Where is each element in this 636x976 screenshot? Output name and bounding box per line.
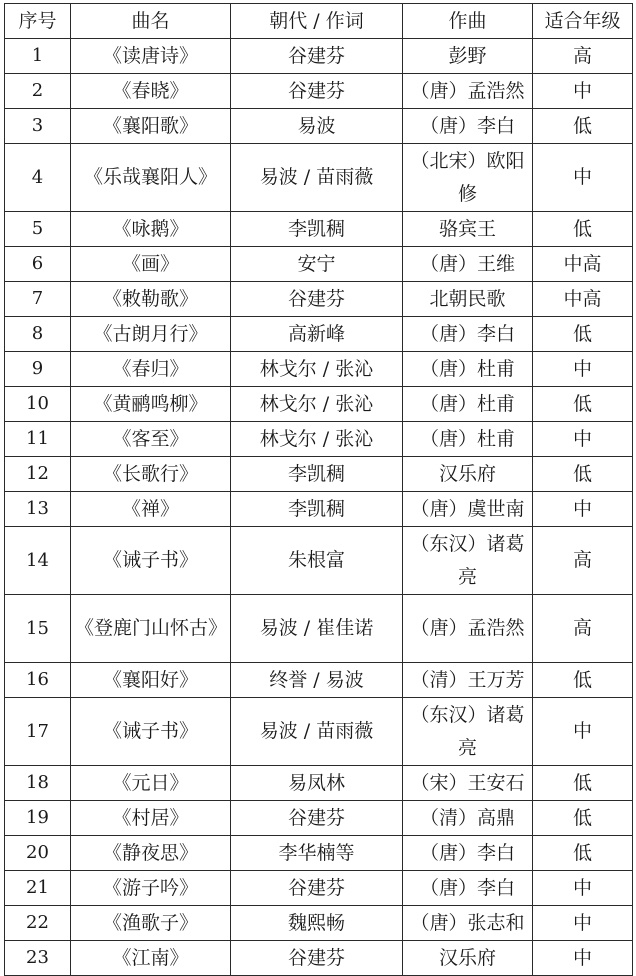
cell-no: 3 bbox=[5, 109, 71, 144]
header-cell-no: 序号 bbox=[5, 4, 71, 39]
cell-title: 《乐哉襄阳人》 bbox=[71, 144, 231, 212]
cell-lyricist: 谷建芬 bbox=[231, 941, 403, 976]
table-row bbox=[5, 212, 633, 247]
cell-composer: 汉乐府 bbox=[403, 941, 533, 976]
cell-composer: （清）高鼎 bbox=[403, 801, 533, 836]
cell-no: 22 bbox=[5, 906, 71, 941]
table-row bbox=[5, 527, 633, 595]
table-row bbox=[5, 663, 633, 698]
cell-title: 《静夜思》 bbox=[71, 836, 231, 871]
cell-lyricist: 易凤林 bbox=[231, 766, 403, 801]
cell-composer: （唐）孟浩然 bbox=[403, 595, 533, 663]
cell-grade: 低 bbox=[533, 109, 633, 144]
cell-composer: （唐）张志和 bbox=[403, 906, 533, 941]
cell-no: 9 bbox=[5, 352, 71, 387]
cell-title: 《读唐诗》 bbox=[71, 39, 231, 74]
table-row bbox=[5, 836, 633, 871]
table-row bbox=[5, 492, 633, 527]
cell-no: 12 bbox=[5, 457, 71, 492]
cell-grade: 低 bbox=[533, 766, 633, 801]
table-row bbox=[5, 766, 633, 801]
cell-grade: 低 bbox=[533, 212, 633, 247]
cell-grade: 中 bbox=[533, 352, 633, 387]
cell-title: 《渔歌子》 bbox=[71, 906, 231, 941]
table-row bbox=[5, 74, 633, 109]
cell-title: 《襄阳歌》 bbox=[71, 109, 231, 144]
cell-no: 1 bbox=[5, 39, 71, 74]
cell-title: 《江南》 bbox=[71, 941, 231, 976]
table-row bbox=[5, 801, 633, 836]
cell-no: 8 bbox=[5, 317, 71, 352]
cell-no: 2 bbox=[5, 74, 71, 109]
cell-lyricist: 易波 / 崔佳诺 bbox=[231, 595, 403, 663]
table-row bbox=[5, 457, 633, 492]
cell-no: 20 bbox=[5, 836, 71, 871]
cell-grade: 低 bbox=[533, 801, 633, 836]
cell-lyricist: 谷建芬 bbox=[231, 39, 403, 74]
cell-no: 19 bbox=[5, 801, 71, 836]
cell-title: 《诫子书》 bbox=[71, 527, 231, 595]
cell-grade: 中 bbox=[533, 422, 633, 457]
cell-lyricist: 李凯稠 bbox=[231, 492, 403, 527]
song-table bbox=[4, 3, 633, 976]
cell-composer: （北宋）欧阳修 bbox=[403, 144, 533, 212]
cell-title: 《登鹿门山怀古》 bbox=[71, 595, 231, 663]
cell-lyricist: 林戈尔 / 张沁 bbox=[231, 352, 403, 387]
cell-grade: 中高 bbox=[533, 282, 633, 317]
cell-grade: 中 bbox=[533, 698, 633, 766]
cell-lyricist: 李凯稠 bbox=[231, 457, 403, 492]
table-row bbox=[5, 144, 633, 212]
cell-title: 《客至》 bbox=[71, 422, 231, 457]
cell-lyricist: 谷建芬 bbox=[231, 282, 403, 317]
cell-no: 18 bbox=[5, 766, 71, 801]
cell-lyricist: 易波 bbox=[231, 109, 403, 144]
cell-composer: 北朝民歌 bbox=[403, 282, 533, 317]
cell-title: 《画》 bbox=[71, 247, 231, 282]
cell-title: 《诫子书》 bbox=[71, 698, 231, 766]
table-row bbox=[5, 317, 633, 352]
cell-title: 《长歌行》 bbox=[71, 457, 231, 492]
cell-composer: （唐）虞世南 bbox=[403, 492, 533, 527]
cell-composer: （东汉）诸葛亮 bbox=[403, 698, 533, 766]
cell-no: 10 bbox=[5, 387, 71, 422]
cell-grade: 中高 bbox=[533, 247, 633, 282]
cell-lyricist: 魏熙畅 bbox=[231, 906, 403, 941]
cell-composer: （唐）王维 bbox=[403, 247, 533, 282]
table-row bbox=[5, 906, 633, 941]
table-row bbox=[5, 247, 633, 282]
cell-title: 《村居》 bbox=[71, 801, 231, 836]
cell-grade: 低 bbox=[533, 317, 633, 352]
header-cell-title: 曲名 bbox=[71, 4, 231, 39]
header-cell-composer: 作曲 bbox=[403, 4, 533, 39]
cell-lyricist: 谷建芬 bbox=[231, 801, 403, 836]
cell-composer: （唐）李白 bbox=[403, 871, 533, 906]
cell-title: 《古朗月行》 bbox=[71, 317, 231, 352]
table-row bbox=[5, 39, 633, 74]
cell-composer: 骆宾王 bbox=[403, 212, 533, 247]
cell-no: 4 bbox=[5, 144, 71, 212]
header-row bbox=[5, 4, 633, 39]
cell-title: 《春晓》 bbox=[71, 74, 231, 109]
cell-composer: （唐）杜甫 bbox=[403, 422, 533, 457]
cell-lyricist: 朱根富 bbox=[231, 527, 403, 595]
cell-title: 《春归》 bbox=[71, 352, 231, 387]
cell-grade: 中 bbox=[533, 941, 633, 976]
cell-no: 11 bbox=[5, 422, 71, 457]
cell-lyricist: 安宁 bbox=[231, 247, 403, 282]
cell-no: 16 bbox=[5, 663, 71, 698]
cell-no: 7 bbox=[5, 282, 71, 317]
table-row bbox=[5, 595, 633, 663]
header-cell-grade: 适合年级 bbox=[533, 4, 633, 39]
cell-title: 《咏鹅》 bbox=[71, 212, 231, 247]
cell-no: 5 bbox=[5, 212, 71, 247]
cell-grade: 中 bbox=[533, 144, 633, 212]
cell-no: 13 bbox=[5, 492, 71, 527]
cell-composer: （唐）李白 bbox=[403, 836, 533, 871]
cell-grade: 低 bbox=[533, 457, 633, 492]
cell-composer: （唐）李白 bbox=[403, 109, 533, 144]
header-cell-lyricist: 朝代 / 作词 bbox=[231, 4, 403, 39]
cell-grade: 低 bbox=[533, 836, 633, 871]
cell-title: 《禅》 bbox=[71, 492, 231, 527]
table-row bbox=[5, 282, 633, 317]
cell-composer: （清）王万芳 bbox=[403, 663, 533, 698]
cell-grade: 中 bbox=[533, 492, 633, 527]
cell-title: 《游子吟》 bbox=[71, 871, 231, 906]
cell-grade: 中 bbox=[533, 74, 633, 109]
table-body bbox=[5, 39, 633, 976]
cell-no: 23 bbox=[5, 941, 71, 976]
cell-no: 21 bbox=[5, 871, 71, 906]
cell-lyricist: 李凯稠 bbox=[231, 212, 403, 247]
table-row bbox=[5, 109, 633, 144]
cell-title: 《敕勒歌》 bbox=[71, 282, 231, 317]
cell-title: 《襄阳好》 bbox=[71, 663, 231, 698]
table-row bbox=[5, 352, 633, 387]
cell-no: 6 bbox=[5, 247, 71, 282]
cell-lyricist: 林戈尔 / 张沁 bbox=[231, 422, 403, 457]
cell-grade: 高 bbox=[533, 595, 633, 663]
cell-lyricist: 谷建芬 bbox=[231, 871, 403, 906]
cell-title: 《黄鹂鸣柳》 bbox=[71, 387, 231, 422]
table-row bbox=[5, 387, 633, 422]
cell-composer: 汉乐府 bbox=[403, 457, 533, 492]
cell-composer: （唐）孟浩然 bbox=[403, 74, 533, 109]
cell-grade: 中 bbox=[533, 906, 633, 941]
cell-lyricist: 谷建芬 bbox=[231, 74, 403, 109]
cell-lyricist: 终誉 / 易波 bbox=[231, 663, 403, 698]
cell-lyricist: 林戈尔 / 张沁 bbox=[231, 387, 403, 422]
cell-composer: （唐）杜甫 bbox=[403, 387, 533, 422]
cell-lyricist: 高新峰 bbox=[231, 317, 403, 352]
cell-grade: 高 bbox=[533, 527, 633, 595]
cell-lyricist: 李华楠等 bbox=[231, 836, 403, 871]
cell-composer: （唐）杜甫 bbox=[403, 352, 533, 387]
table-row bbox=[5, 941, 633, 976]
table-row bbox=[5, 422, 633, 457]
cell-composer: 彭野 bbox=[403, 39, 533, 74]
cell-composer: （东汉）诸葛亮 bbox=[403, 527, 533, 595]
cell-composer: （唐）李白 bbox=[403, 317, 533, 352]
song-table-sheet bbox=[4, 3, 632, 969]
cell-lyricist: 易波 / 苗雨薇 bbox=[231, 698, 403, 766]
cell-title: 《元日》 bbox=[71, 766, 231, 801]
cell-grade: 低 bbox=[533, 663, 633, 698]
cell-grade: 低 bbox=[533, 387, 633, 422]
cell-no: 14 bbox=[5, 527, 71, 595]
cell-no: 17 bbox=[5, 698, 71, 766]
table-row bbox=[5, 698, 633, 766]
cell-grade: 中 bbox=[533, 871, 633, 906]
cell-lyricist: 易波 / 苗雨薇 bbox=[231, 144, 403, 212]
cell-grade: 高 bbox=[533, 39, 633, 74]
cell-composer: （宋）王安石 bbox=[403, 766, 533, 801]
cell-no: 15 bbox=[5, 595, 71, 663]
